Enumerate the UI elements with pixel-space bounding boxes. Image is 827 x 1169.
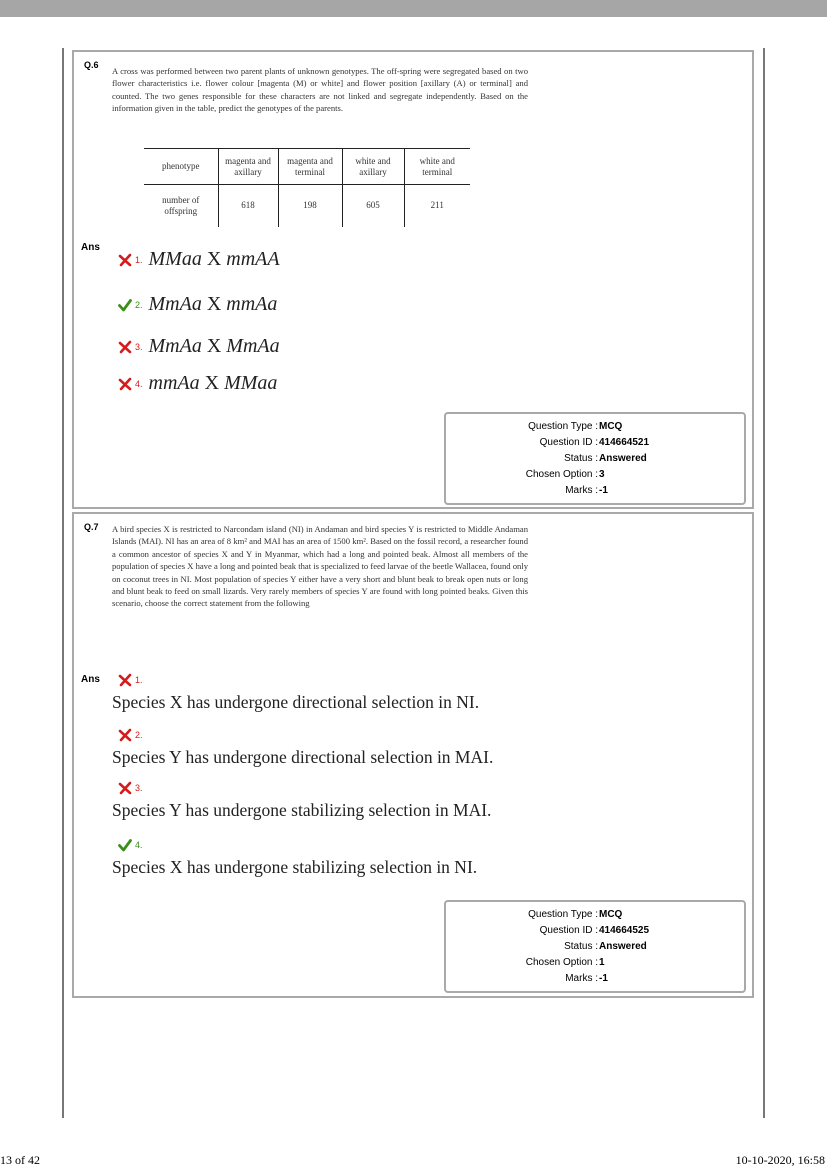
option-number: 3. [135,341,143,352]
option-2[interactable] [112,727,493,768]
option-formula: MMaa X mmAA [148,248,280,270]
question-text: A bird species X is restricted to Narcondam island (NI) in Andaman and bird species Y is restricted to Middle Andaman Islands (MAI). NI has an area of 8 km² and MAI has an area of 1500 km². Based on the fossil record, a researcher found a common ancestor of species X and Y in Myanmar, which had a long and pointed beak. Almost all members of the population of species X have a long and pointed beak that is specialized to feed larvae of the beetle Wallacea, found only on coconut trees in NI. Most population of species Y either have a very short and blunt beak to break open nuts or long and blunt beak to feed on small lizards. Very rarely members of species Y are found with long pointed beaks. Given this scenario, choose the correct statement from the following [112,524,528,609]
table-row-label: number of offspring [162,194,200,216]
answer-label: Ans [81,242,100,253]
wrong-cross-icon [118,728,132,742]
page-right-border [763,48,765,1118]
option-number: 2. [135,299,143,310]
option-formula: MmAa X MmAa [148,335,280,357]
table-header: phenotype [144,149,218,185]
question-text: A cross was performed between two parent plants of unknown genotypes. The off-spring were segregated based on two flower characteristics i.e. flower colour [magenta (M) or white] and flower position [axillary (A) or terminal] and counted. The two genes responsible for these characters are not linked and segregate independently. Based on the information given in the table, predict the genotypes of the parents. [112,66,528,114]
option-text: Species Y has undergone directional selection in MAI. [112,747,494,767]
question-7-panel [72,512,754,998]
option-number: 4. [135,378,143,389]
correct-check-icon [118,298,132,312]
option-number: 1. [135,254,143,265]
option-number: 3. [135,783,143,793]
wrong-cross-icon [118,377,132,391]
option-number: 1. [135,675,143,685]
answer-label: Ans [81,674,100,685]
option-4[interactable] [118,372,277,395]
print-timestamp: 10-10-2020, 16:58 [735,1153,825,1167]
table-cell: 605 [342,185,404,227]
question-info-box: Question Type : MCQ Question ID : 414664521 Status : Answered Chosen Option : 3 Marks : -1 [444,412,746,505]
question-info-box: Question Type : MCQ Question ID : 414664525 Status : Answered Chosen Option : 1 Marks : -1 [444,900,746,993]
option-number: 2. [135,730,143,740]
page-counter: 13 of 42 [0,1153,40,1167]
option-3[interactable] [112,780,491,821]
option-1[interactable] [112,672,479,713]
table-header: magenta and axillary [218,149,278,185]
option-1[interactable] [118,248,280,271]
option-text: Species Y has undergone stabilizing selection in MAI. [112,800,492,820]
table-cell: 198 [278,185,342,227]
question-number: Q.7 [84,522,99,532]
option-text: Species X has undergone directional selection in NI. [112,692,480,712]
question-6-panel [72,50,754,509]
phenotype-table [144,148,470,227]
table-header: white and axillary [342,149,404,185]
correct-check-icon [118,838,132,852]
wrong-cross-icon [118,781,132,795]
table-cell: 211 [404,185,470,227]
wrong-cross-icon [118,253,132,267]
question-number: Q.6 [84,60,99,70]
option-text: Species X has undergone stabilizing selection in NI. [112,857,478,877]
browser-top-bar [0,0,827,17]
table-header: magenta and terminal [278,149,342,185]
option-2[interactable] [118,293,277,316]
table-header: white and terminal [404,149,470,185]
option-3[interactable] [118,335,280,358]
option-4[interactable] [112,837,477,878]
table-cell: 618 [218,185,278,227]
option-number: 4. [135,840,143,850]
option-formula: MmAa X mmAa [148,293,278,315]
option-formula: mmAa X MMaa [148,372,278,394]
wrong-cross-icon [118,673,132,687]
page-left-border [62,48,64,1118]
wrong-cross-icon [118,340,132,354]
